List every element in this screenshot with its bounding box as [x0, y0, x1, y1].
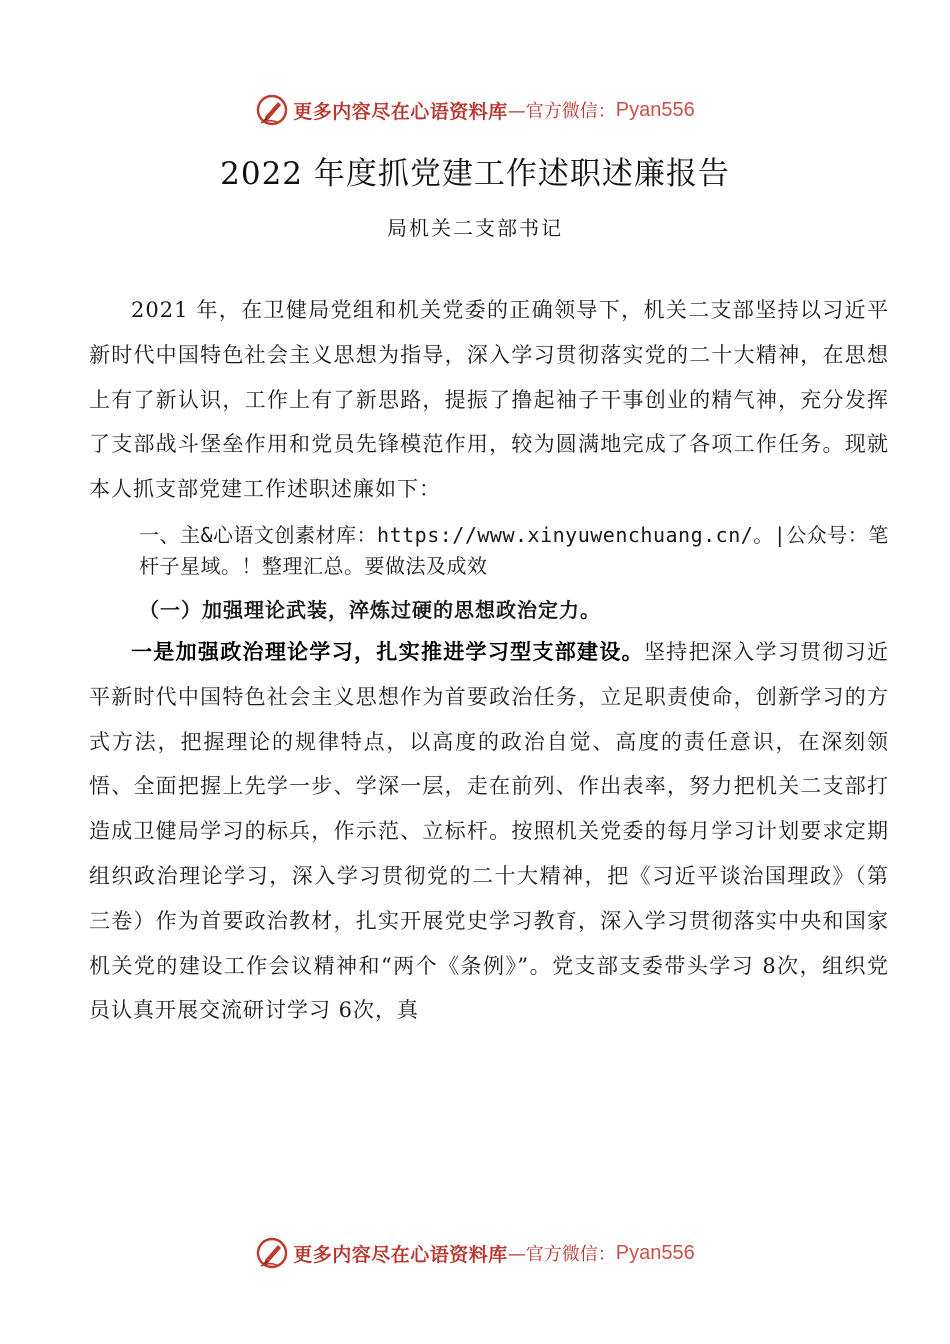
banner-sub-text: —官方微信：	[507, 101, 616, 122]
pen-logo-icon	[255, 93, 289, 127]
intro-paragraph: 2021 年，在卫健局党组和机关党委的正确领导下，机关二支部坚持以习近平新时代中国特色社会主义思想为指导，深入学习贯彻落实党的二十大精神，在思想上有了新认识，工作上有了新思路，提振了撸起袖子干事创业的精气神，充分发挥了支部战斗堡垒作用和党员先锋模范作用，较为圆满地完成了各项工作任务。现就本人抓支部党建工作述职述廉如下：	[89, 298, 889, 502]
document-subtitle: 局机关二支部书记	[387, 216, 563, 240]
section-heading: 一、主&心语文创素材库：https://www.xinyuwenchuang.cn/。|公众号：笔杆子星域。！整理汇总。要做法及成效	[139, 522, 889, 578]
document-title: 2022 年度抓党建工作述职述廉报告	[220, 156, 730, 192]
paragraph-theory-study	[89, 630, 889, 1033]
watermark-banner-bottom	[0, 1233, 950, 1273]
banner-main-text: 更多内容尽在心语资料库	[293, 100, 508, 123]
document-body	[89, 288, 889, 1033]
banner-sub-text: —官方微信：	[507, 1244, 616, 1265]
banner-main-text: 更多内容尽在心语资料库	[293, 1243, 508, 1266]
paragraph-lead: 一是加强政治理论学习，扎实推进学习型支部建设。	[131, 638, 644, 664]
watermark-banner-top	[0, 90, 950, 130]
subsection-heading: （一）加强理论武装，淬炼过硬的思想政治定力。	[139, 597, 601, 622]
pen-logo-icon	[255, 1236, 289, 1270]
banner-wechat-id: Pyan556	[615, 98, 695, 121]
banner-wechat-id: Pyan556	[615, 1241, 695, 1264]
paragraph-body: 坚持把深入学习贯彻习近平新时代中国特色社会主义思想作为首要政治任务，立足职责使命，创新学习的方式方法，把握理论的规律特点，以高度的政治自觉、高度的责任意识，在深刻领悟、全面把握上先学一步、学深一层，走在前列、作出表率，努力把机关二支部打造成卫健局学习的标兵，作示范、立标杆。按照机关党委的每月学习计划要求定期组织政治理论学习，深入学习贯彻党的二十大精神，把《习近平谈治国理政》（第三卷）作为首要政治教材，扎实开展党史学习教育，深入学习贯彻落实中央和国家机关党的建设工作会议精神和“两个《条例》”。党支部支委带头学习 8次，组织党员认真开展交流研讨学习 6次，真	[89, 639, 889, 1023]
